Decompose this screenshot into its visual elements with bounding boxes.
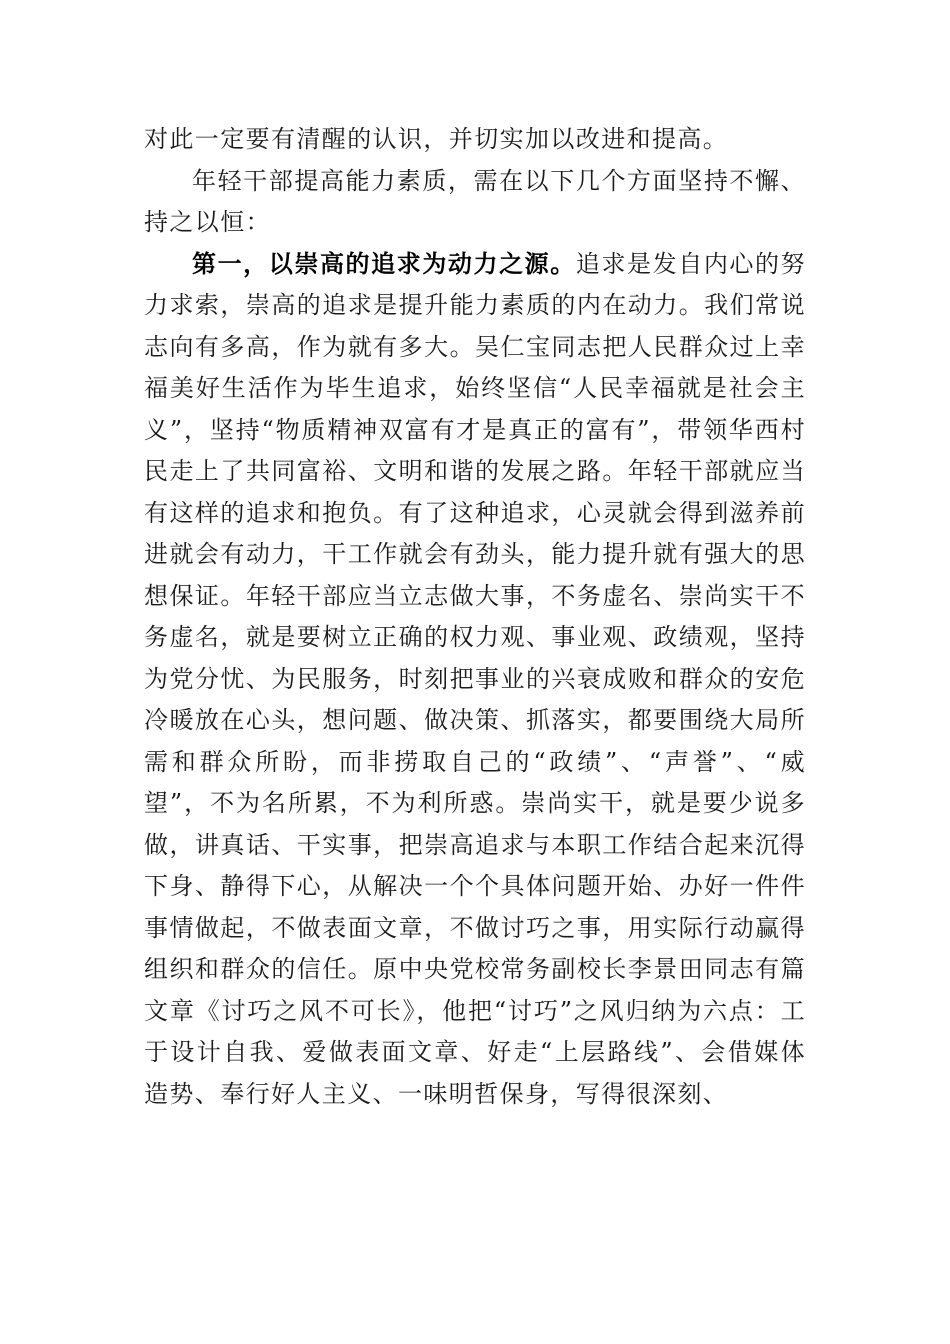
paragraph-first-point [144, 244, 806, 1116]
document-body [144, 119, 806, 1115]
paragraph-continuation: 对此一定要有清醒的认识，并切实加以改进和提高。 [144, 125, 729, 153]
first-point-body: 追求是发自内心的努力求索，崇高的追求是提升能力素质的内在动力。我们常说志向有多高，作为就有多大。吴仁宝同志把人民群众过上幸福美好生活作为毕生追求，始终坚信“人民幸福就是社会主义”，坚持“物质精神双富有才是真正的富有”，带领华西村民走上了共同富裕、文明和谐的发展之路。年轻干部就应当有这样的追求和抱负。有了这种追求，心灵就会得到滋养前进就会有动力，干工作就会有劲头，能力提升就有强大的思想保证。年轻干部应当立志做大事，不务虚名、崇尚实干不务虚名，就是要树立正确的权力观、事业观、政绩观，坚持为党分忧、为民服务，时刻把事业的兴衰成败和群众的安危冷暖放在心头，想问题、做决策、抓落实，都要围绕大局所需和群众所盼，而非捞取自己的“政绩”、“声誉”、“威望”，不为名所累，不为利所惑。崇尚实干，就是要少说多做，讲真话、干实事，把崇高追求与本职工作结合起来沉得下身、静得下心，从解决一个个具体问题开始、办好一件件事情做起，不做表面文章，不做讨巧之事，用实际行动赢得组织和群众的信任。原中央党校常务副校长李景田同志有篇文章《讨巧之风不可长》，他把“讨巧”之风归纳为六点：工于设计自我、爱做表面文章、好走“上层路线”、会借媒体造势、奉行好人主义、一味明哲保身，写得很深刻、 [144, 249, 807, 1108]
first-point-heading: 第一，以崇高的追求为动力之源。 [192, 249, 576, 278]
paragraph-intro: 年轻干部提高能力素质，需在以下几个方面坚持不懈、持之以恒： [144, 166, 806, 236]
